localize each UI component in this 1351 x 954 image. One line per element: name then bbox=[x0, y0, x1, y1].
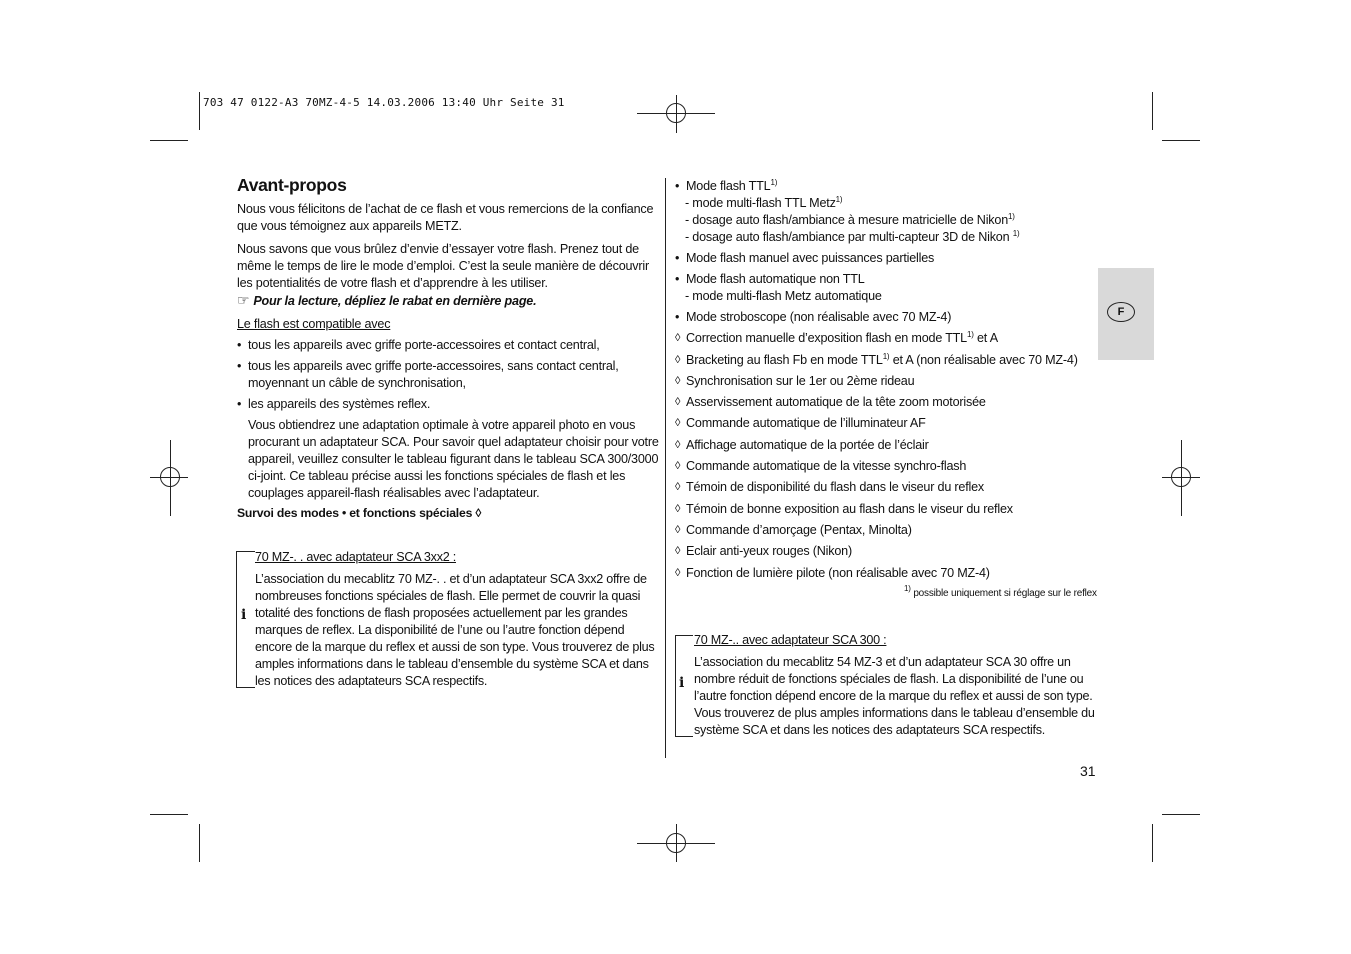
reading-hint bbox=[237, 292, 660, 310]
feature-item: ◊ Asservissement automatique de la tête zoom motorisée bbox=[675, 394, 1100, 411]
info-text: L’association du mecablitz 54 MZ-3 et d’un adaptateur SCA 30 offre un nombre réduit de fonctions spéciales de flash. La disponibilité de l’une ou l’autre fonction dépend encore de la marque du reflex et aussi de son type. Vous trouverez de plus amples informations dans le tableau d’ensemble du système SCA et dans les notices des adaptateurs SCA respectifs. bbox=[694, 655, 1095, 737]
list-item: • Mode stroboscope (non réalisable avec 70 MZ-4) bbox=[675, 309, 1100, 326]
list-item: • Mode flash manuel avec puissances partielles bbox=[675, 250, 1100, 267]
intro-paragraph: Nous savons que vous brûlez d’envie d’essayer votre flash. Prenez tout de même le temps de lire le mode d’emploi. C’est la seule manière de découvrir les potentialités de votre flash et d’apprendre à les utiliser. bbox=[237, 242, 649, 290]
list-item: - mode multi-flash Metz automatique bbox=[685, 289, 882, 303]
feature-item: ◊ Bracketing au flash Fb en mode TTL$^{1)}$ et A (non réalisable avec 70 MZ-4) bbox=[675, 352, 1100, 369]
feature-item: ◊ Eclair anti-yeux rouges (Nikon) bbox=[675, 543, 1100, 560]
list-item: - dosage auto flash/ambiance par multi-capteur 3D de Nikon $^{1)}$ bbox=[685, 229, 1020, 244]
language-tab bbox=[1098, 268, 1154, 360]
info-text: L’association du mecablitz 70 MZ-. . et d’un adaptateur SCA 3xx2 offre de nombreuses fonctions spéciales de flash. Elle permet de couvrir la quasi totalité des fonctions de flash proposées actuellement par les grandes marques de reflex. La disponibilité de l’une ou l’autre fonction dépend encore de la marque du reflex et aussi de son type. Vous trouverez de plus amples informations dans le tableau d’ensemble du système SCA et dans les notices des adaptateurs SCA respectifs. bbox=[255, 572, 655, 688]
feature-item: ◊ Synchronisation sur le 1er ou 2ème rideau bbox=[675, 373, 1100, 390]
page-title: Avant-propos bbox=[237, 175, 347, 195]
modes-heading: Survoi des modes • et fonctions spéciales ◊ bbox=[237, 506, 482, 520]
info-note bbox=[694, 632, 1099, 739]
crop-mark bbox=[1152, 824, 1153, 862]
footnote-mark: 1) bbox=[904, 584, 911, 593]
info-icon: i bbox=[679, 675, 685, 691]
intro-paragraph: Nous vous félicitons de l’achat de ce flash et vous remercions de la confiance que vous témoignez aux appareils METZ. bbox=[237, 202, 654, 233]
crop-mark bbox=[199, 824, 200, 862]
crop-mark bbox=[150, 140, 188, 141]
list-item-detail: Vous obtiendrez une adaptation optimale à votre appareil photo en vous procurant un adaptateur SCA. Pour savoir quel adaptateur choisir pour votre appareil, veuillez consulter le tableau figurant dans le tableau SCA 300/3000 ci-joint. Ce tableau précise aussi les fonctions spéciales de flash et les couplages appareil-flash réalisables avec l’adaptateur. bbox=[248, 418, 659, 500]
feature-item: ◊ Commande automatique de la vitesse synchro-flash bbox=[675, 458, 1100, 475]
right-column bbox=[675, 178, 1100, 586]
feature-item: ◊ Correction manuelle d’exposition flash en mode TTL$^{1)}$ et A bbox=[675, 330, 1100, 347]
list-item: - mode multi-flash TTL Metz$^{1)}$ bbox=[685, 195, 843, 210]
info-title: 70 MZ-. . avec adaptateur SCA 3xx2 : bbox=[255, 550, 456, 564]
left-column bbox=[237, 177, 660, 522]
registration-mark bbox=[1171, 467, 1191, 487]
page-number: 31 bbox=[1080, 763, 1096, 779]
registration-mark bbox=[666, 833, 686, 853]
feature-item: ◊ Témoin de disponibilité du flash dans le viseur du reflex bbox=[675, 479, 1100, 496]
registration-mark bbox=[160, 467, 180, 487]
pointing-hand-icon: ☞ bbox=[237, 292, 250, 308]
feature-item: ◊ Commande d’amorçage (Pentax, Minolta) bbox=[675, 522, 1100, 539]
info-title: 70 MZ-.. avec adaptateur SCA 300 : bbox=[694, 633, 887, 647]
list-item: • Mode flash automatique non TTL bbox=[675, 271, 1100, 288]
info-icon: i bbox=[241, 607, 247, 623]
list-item: • tous les appareils avec griffe porte-accessoires et contact central, bbox=[237, 337, 660, 354]
footnote-text: possible uniquement si réglage sur le reflex bbox=[913, 588, 1097, 599]
column-divider bbox=[665, 178, 666, 758]
language-badge: F bbox=[1107, 302, 1135, 322]
compat-heading: Le flash est compatible avec bbox=[237, 317, 391, 331]
feature-item: ◊ Témoin de bonne exposition au flash dans le viseur du reflex bbox=[675, 501, 1100, 518]
print-header: 703 47 0122-A3 70MZ-4-5 14.03.2006 13:40 Uhr Seite 31 bbox=[203, 96, 565, 109]
list-item: - dosage auto flash/ambiance à mesure matricielle de Nikon$^{1)}$ bbox=[685, 212, 1015, 227]
list-item: • les appareils des systèmes reflex. bbox=[237, 396, 660, 413]
reading-hint-text: Pour la lecture, dépliez le rabat en dernière page. bbox=[253, 294, 537, 308]
feature-item: ◊ Affichage automatique de la portée de l’éclair bbox=[675, 437, 1100, 454]
crop-mark bbox=[150, 814, 188, 815]
registration-mark bbox=[666, 103, 686, 123]
crop-mark bbox=[1162, 814, 1200, 815]
crop-mark bbox=[199, 92, 200, 130]
crop-mark bbox=[1152, 92, 1153, 130]
crop-mark bbox=[1162, 140, 1200, 141]
list-item: • tous les appareils avec griffe porte-accessoires, sans contact central, moyennant un câble de synchronisation, bbox=[237, 358, 660, 392]
footnote bbox=[904, 584, 1097, 599]
feature-item: ◊ Fonction de lumière pilote (non réalisable avec 70 MZ-4) bbox=[675, 565, 1100, 582]
info-note bbox=[255, 549, 660, 690]
feature-item: ◊ Commande automatique de l’illuminateur AF bbox=[675, 415, 1100, 432]
list-item: • Mode flash TTL$^{1)}$ bbox=[675, 178, 1100, 195]
